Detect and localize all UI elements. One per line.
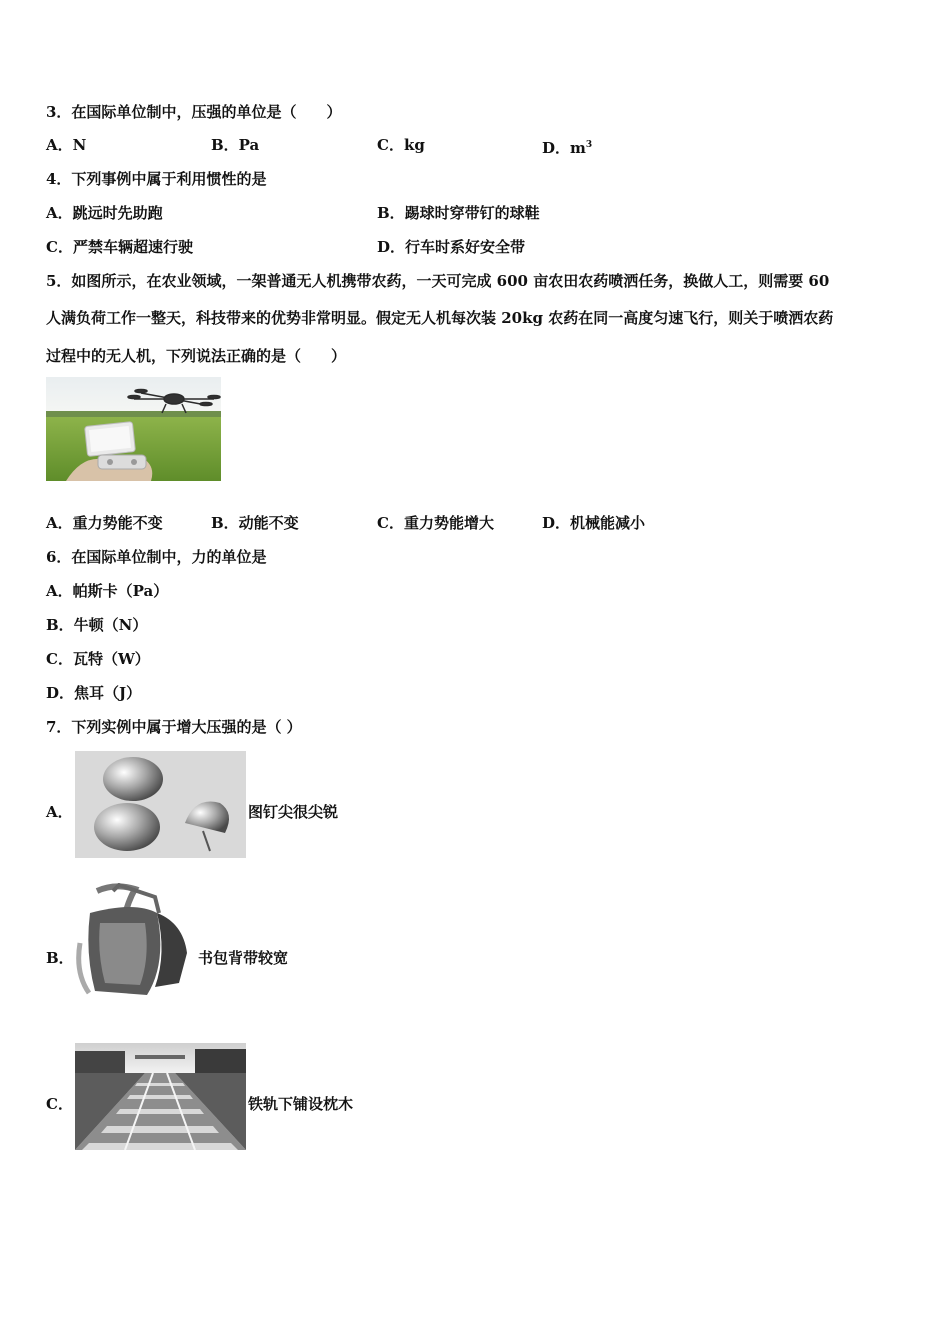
- q3-stem: 3．在国际单位制中，压强的单位是（ ）: [46, 103, 342, 121]
- backpack-image: [75, 883, 193, 1000]
- q7-option-c-text: 铁轨下铺设枕木: [248, 1095, 354, 1113]
- q5-stem-line1: 5．如图所示，在农业领域，一架普通无人机携带农药，一天可完成 600 亩农田农药喷洒任务，换做人工，则需要 60: [46, 272, 830, 290]
- q7-option-c-label: C．: [46, 1095, 73, 1113]
- q7-option-b-text: 书包背带较宽: [198, 949, 289, 967]
- thumbtack-image: [75, 751, 246, 858]
- q5-option-b: B．动能不变: [211, 514, 299, 532]
- q5-option-d: D．机械能减小: [542, 514, 646, 532]
- q6-option-d: D．焦耳（J）: [46, 684, 142, 702]
- q7-option-a-label: A．: [46, 803, 73, 821]
- railway-track-image: [75, 1043, 246, 1150]
- q3-option-c: C．kg: [377, 136, 425, 154]
- drone-field-image: [46, 377, 221, 481]
- q4-option-d: D．行车时系好安全带: [377, 238, 526, 256]
- q5-stem-line3: 过程中的无人机，下列说法正确的是（ ）: [46, 347, 347, 365]
- q3-option-a: A．N: [46, 136, 87, 154]
- q4-option-a: A．跳远时先助跑: [46, 204, 163, 222]
- q5-option-c: C．重力势能增大: [377, 514, 494, 532]
- q5-stem-line2: 人满负荷工作一整天，科技带来的优势非常明显。假定无人机每次装 20kg 农药在同一高度匀速飞行，则关于喷洒农药: [46, 309, 834, 327]
- q6-option-c: C．瓦特（W）: [46, 650, 150, 668]
- q3-option-d: D．$m^3$: [542, 139, 593, 157]
- q6-option-a: A．帕斯卡（Pa）: [46, 582, 169, 600]
- q7-option-a-text: 图钉尖很尖锐: [248, 803, 339, 821]
- q6-stem: 6．在国际单位制中，力的单位是: [46, 548, 267, 566]
- q4-option-c: C．严禁车辆超速行驶: [46, 238, 193, 256]
- q4-stem: 4．下列事例中属于利用惯性的是: [46, 170, 267, 188]
- q4-option-b: B．踢球时穿带钉的球鞋: [377, 204, 540, 222]
- q7-stem: 7．下列实例中属于增大压强的是（ ）: [46, 718, 302, 736]
- q6-option-b: B．牛顿（N）: [46, 616, 148, 634]
- q7-option-b-label: B．: [46, 949, 74, 967]
- q5-option-a: A．重力势能不变: [46, 514, 163, 532]
- q3-option-b: B．Pa: [211, 136, 260, 154]
